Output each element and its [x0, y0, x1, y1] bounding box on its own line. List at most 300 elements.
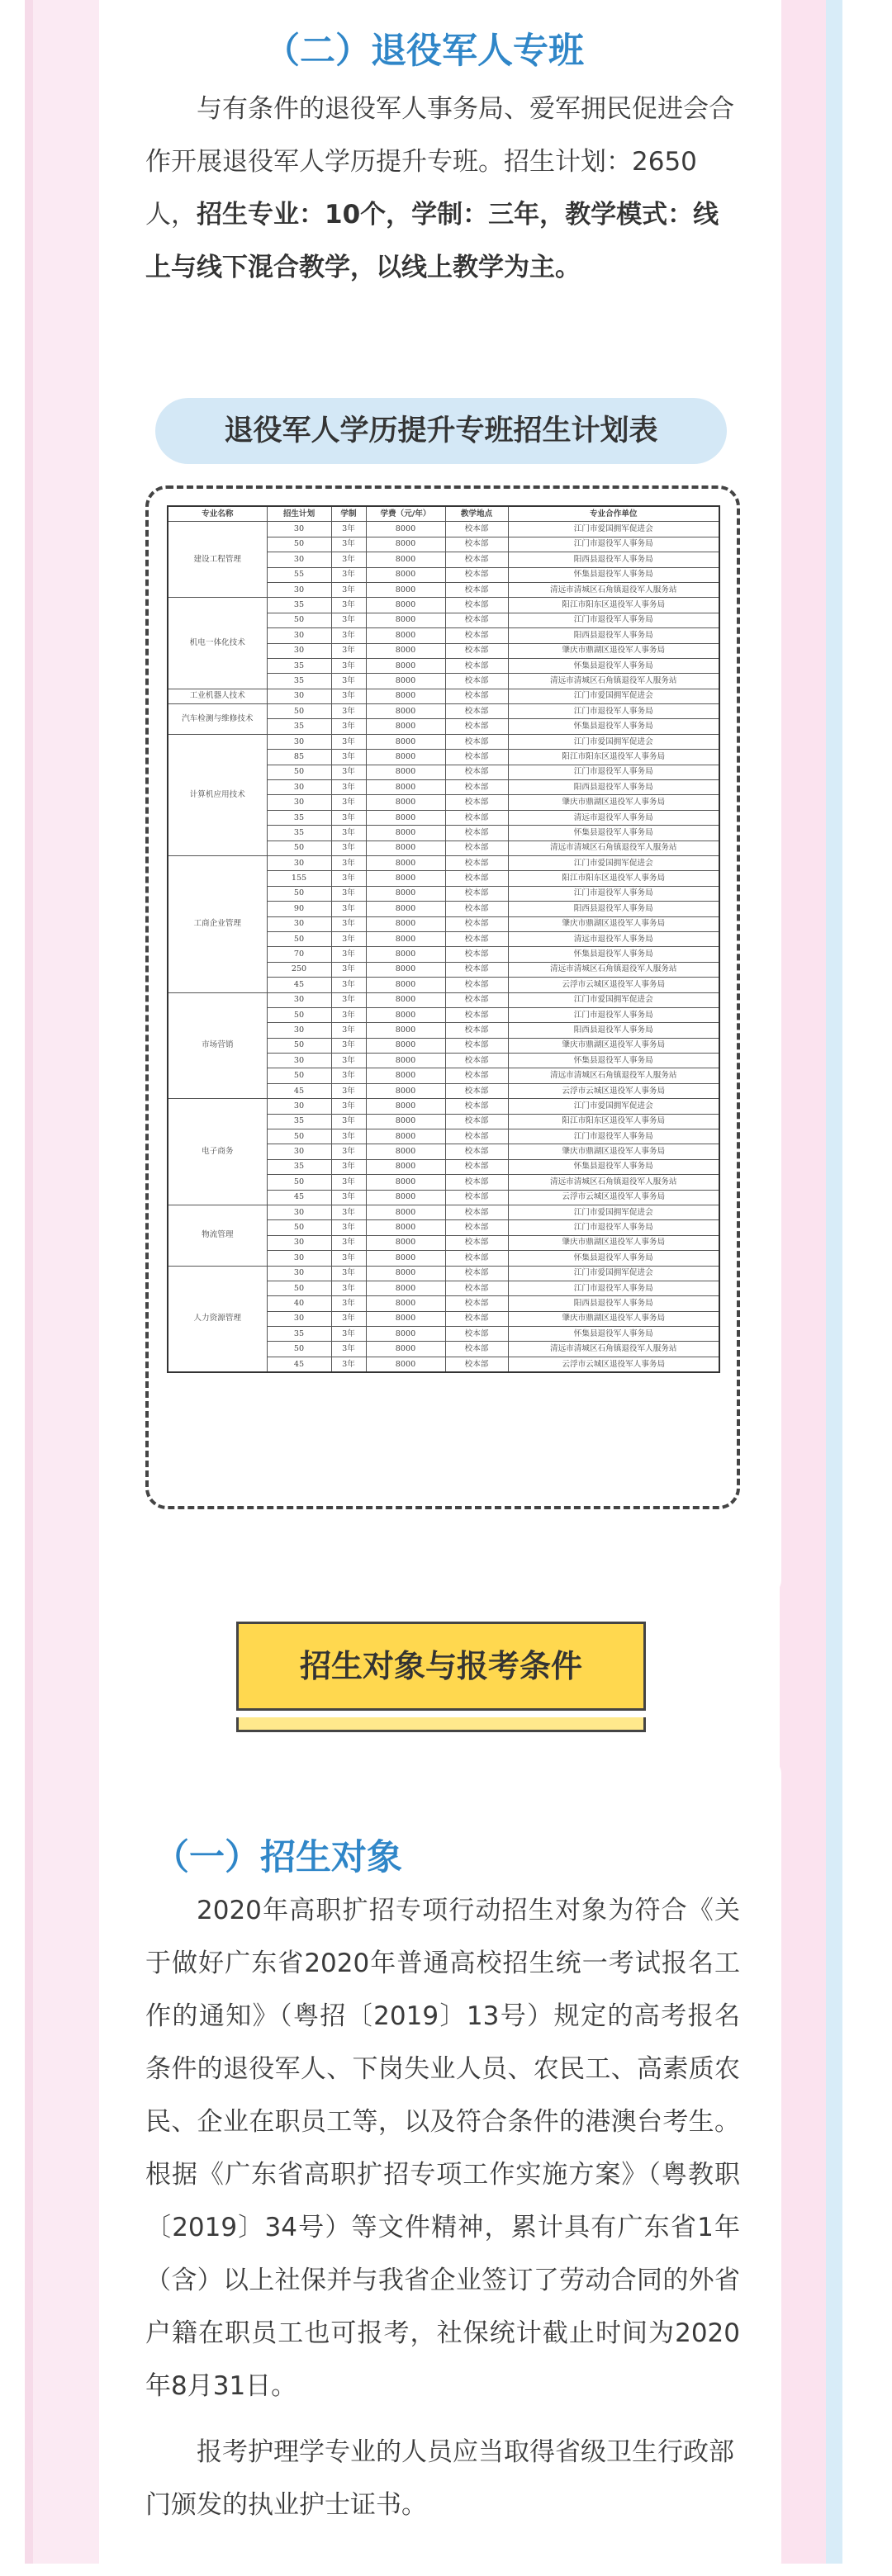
table-cell: 85	[267, 750, 331, 765]
table-cell: 30	[267, 1099, 331, 1114]
table-cell: 3年	[331, 1296, 366, 1311]
table-cell: 8000	[366, 886, 445, 901]
veterans-description	[145, 83, 740, 294]
table-cell: 3年	[331, 704, 366, 719]
table-cell: 30	[267, 643, 331, 658]
table-cell: 8000	[366, 1038, 445, 1053]
table-cell: 3年	[331, 582, 366, 597]
major-name-cell: 市场营销	[168, 992, 267, 1099]
table-header-cell: 学费（元/年）	[366, 506, 445, 522]
table-cell: 3年	[331, 992, 366, 1007]
table-cell: 江门市退役军人事务局	[508, 1220, 719, 1235]
table-cell: 35	[267, 826, 331, 841]
table-cell: 阳江市阳东区退役军人事务局	[508, 1114, 719, 1129]
table-cell: 3年	[331, 1342, 366, 1357]
table-cell: 8000	[366, 916, 445, 931]
table-cell: 3年	[331, 1266, 366, 1281]
table-cell: 8000	[366, 962, 445, 977]
left-decoration-edge	[25, 0, 33, 2564]
table-cell: 肇庆市鼎湖区退役军人事务局	[508, 795, 719, 810]
table-row	[168, 855, 719, 870]
table-cell: 50	[267, 886, 331, 901]
table-cell: 校本部	[445, 704, 508, 719]
table-cell: 阳西县退役军人事务局	[508, 902, 719, 916]
table-cell: 3年	[331, 1205, 366, 1219]
table-cell: 校本部	[445, 628, 508, 643]
table-row	[168, 522, 719, 537]
table-cell: 3年	[331, 1023, 366, 1038]
table-cell: 30	[267, 1144, 331, 1159]
table-cell: 8000	[366, 1175, 445, 1190]
table-cell: 30	[267, 1023, 331, 1038]
table-cell: 校本部	[445, 1342, 508, 1357]
table-cell: 校本部	[445, 1296, 508, 1311]
table-cell: 8000	[366, 1342, 445, 1357]
table-cell: 155	[267, 871, 331, 886]
table-cell: 校本部	[445, 1159, 508, 1174]
table-row	[168, 734, 719, 749]
table-cell: 校本部	[445, 1083, 508, 1098]
banner-shadow	[236, 1717, 646, 1732]
table-cell: 35	[267, 1327, 331, 1342]
table-cell: 阳西县退役军人事务局	[508, 552, 719, 567]
table-cell: 江门市爱国拥军促进会	[508, 689, 719, 703]
table-cell: 江门市爱国拥军促进会	[508, 522, 719, 537]
table-cell: 30	[267, 522, 331, 537]
table-header-cell: 招生计划	[267, 506, 331, 522]
table-cell: 云浮市云城区退役军人事务局	[508, 978, 719, 992]
table-header-row	[168, 506, 719, 522]
table-cell: 3年	[331, 750, 366, 765]
table-cell: 校本部	[445, 537, 508, 552]
table-cell: 校本部	[445, 795, 508, 810]
table-cell: 50	[267, 1007, 331, 1022]
table-cell: 校本部	[445, 1129, 508, 1144]
table-cell: 校本部	[445, 1068, 508, 1083]
table-cell: 江门市爱国拥军促进会	[508, 1099, 719, 1114]
table-cell: 3年	[331, 947, 366, 962]
table-cell: 校本部	[445, 978, 508, 992]
table-cell: 3年	[331, 719, 366, 734]
table-cell: 8000	[366, 628, 445, 643]
table-cell: 8000	[366, 1220, 445, 1235]
table-cell: 8000	[366, 1266, 445, 1281]
table-cell: 3年	[331, 780, 366, 795]
major-name-cell: 物流管理	[168, 1205, 267, 1266]
table-cell: 8000	[366, 1251, 445, 1266]
table-cell: 校本部	[445, 689, 508, 703]
table-header-cell: 教学地点	[445, 506, 508, 522]
table-cell: 50	[267, 704, 331, 719]
table-cell: 50	[267, 1175, 331, 1190]
table-cell: 3年	[331, 916, 366, 931]
table-cell: 3年	[331, 1083, 366, 1098]
table-cell: 校本部	[445, 826, 508, 841]
table-cell: 怀集县退役军人事务局	[508, 947, 719, 962]
table-cell: 云浮市云城区退役军人事务局	[508, 1190, 719, 1205]
table-cell: 50	[267, 1068, 331, 1083]
table-cell: 35	[267, 1159, 331, 1174]
table-cell: 肇庆市鼎湖区退役军人事务局	[508, 1235, 719, 1250]
table-cell: 肇庆市鼎湖区退役军人事务局	[508, 1311, 719, 1326]
table-row	[168, 704, 719, 719]
table-cell: 江门市爱国拥军促进会	[508, 855, 719, 870]
table-cell: 怀集县退役军人事务局	[508, 826, 719, 841]
table-cell: 8000	[366, 552, 445, 567]
table-cell: 清远市退役军人事务局	[508, 810, 719, 825]
table-cell: 校本部	[445, 1099, 508, 1114]
table-cell: 3年	[331, 1054, 366, 1068]
table-cell: 校本部	[445, 962, 508, 977]
table-cell: 3年	[331, 1007, 366, 1022]
table-cell: 怀集县退役军人事务局	[508, 567, 719, 582]
table-cell: 8000	[366, 841, 445, 855]
major-name-cell: 机电一体化技术	[168, 598, 267, 689]
table-cell: 8000	[366, 1190, 445, 1205]
table-cell: 3年	[331, 1038, 366, 1053]
table-cell: 30	[267, 1311, 331, 1326]
table-cell: 8000	[366, 947, 445, 962]
major-name-cell: 工业机器人技术	[168, 689, 267, 703]
table-cell: 30	[267, 1235, 331, 1250]
table-cell: 8000	[366, 567, 445, 582]
table-cell: 校本部	[445, 1251, 508, 1266]
table-cell: 3年	[331, 1357, 366, 1372]
table-cell: 8000	[366, 826, 445, 841]
table-cell: 30	[267, 1251, 331, 1266]
table-cell: 3年	[331, 598, 366, 613]
table-cell: 30	[267, 552, 331, 567]
table-cell: 50	[267, 1220, 331, 1235]
table-cell: 8000	[366, 1114, 445, 1129]
table-cell: 30	[267, 1205, 331, 1219]
table-cell: 45	[267, 978, 331, 992]
table-cell: 8000	[366, 871, 445, 886]
table-cell: 校本部	[445, 1311, 508, 1326]
target-description: 2020年高职扩招专项行动招生对象为符合《关于做好广东省2020年普通高校招生统一考试报名工作的通知》（粤招〔2019〕13号）规定的高考报名条件的退役军人、下岗失业人员、农民工、高素质农民、企业在职员工等，以及符合条件的港澳台考生。根据《广东省高职扩招专项工作实施方案》（粤教职〔2019〕34号）等文件精神，累计具有广东省1年（含）以上社保并与我省企业签订了劳动合同的外省户籍在职员工也可报考，社保统计截止时间为2020年8月31日。	[145, 1896, 740, 2401]
table-cell: 8000	[366, 1007, 445, 1022]
table-cell: 江门市退役军人事务局	[508, 1007, 719, 1022]
table-cell: 8000	[366, 598, 445, 613]
table-cell: 校本部	[445, 1114, 508, 1129]
table-cell: 校本部	[445, 552, 508, 567]
table-row	[168, 689, 719, 703]
table-cell: 30	[267, 1266, 331, 1281]
table-cell: 清远市退役军人事务局	[508, 931, 719, 946]
table-cell: 8000	[366, 1281, 445, 1295]
table-cell: 校本部	[445, 916, 508, 931]
table-cell: 3年	[331, 931, 366, 946]
table-cell: 50	[267, 1129, 331, 1144]
table-cell: 3年	[331, 522, 366, 537]
table-cell: 江门市爱国拥军促进会	[508, 1266, 719, 1281]
table-cell: 8000	[366, 1235, 445, 1250]
major-name-cell: 计算机应用技术	[168, 734, 267, 855]
table-cell: 8000	[366, 780, 445, 795]
table-cell: 阳江市阳东区退役军人事务局	[508, 598, 719, 613]
nursing-requirement: 报考护理学专业的人员应当取得省级卫生行政部门颁发的执业护士证书。	[145, 2437, 734, 2520]
table-cell: 校本部	[445, 567, 508, 582]
right-margin	[842, 0, 892, 2564]
table-cell: 江门市退役军人事务局	[508, 613, 719, 627]
table-cell: 3年	[331, 567, 366, 582]
table-cell: 3年	[331, 826, 366, 841]
table-cell: 3年	[331, 1251, 366, 1266]
table-cell: 校本部	[445, 1205, 508, 1219]
table-cell: 怀集县退役军人事务局	[508, 719, 719, 734]
veterans-description-segment: 与有条件的退役军人事务局、爱军拥民促进会合作开展退役军人学历提升专班。招生计划：2650人，	[145, 94, 734, 230]
table-cell: 8000	[366, 765, 445, 779]
table-cell: 3年	[331, 1114, 366, 1129]
table-cell: 3年	[331, 537, 366, 552]
table-cell: 8000	[366, 931, 445, 946]
enrollment-banner: 招生对象与报考条件	[236, 1622, 646, 1711]
table-cell: 3年	[331, 1327, 366, 1342]
table-cell: 55	[267, 567, 331, 582]
table-cell: 30	[267, 689, 331, 703]
table-cell: 3年	[331, 902, 366, 916]
table-cell: 校本部	[445, 992, 508, 1007]
table-cell: 校本部	[445, 1235, 508, 1250]
table-cell: 校本部	[445, 871, 508, 886]
table-cell: 3年	[331, 734, 366, 749]
table-cell: 8000	[366, 795, 445, 810]
table-cell: 30	[267, 916, 331, 931]
table-cell: 8000	[366, 704, 445, 719]
table-cell: 8000	[366, 855, 445, 870]
table-cell: 江门市退役军人事务局	[508, 537, 719, 552]
table-cell: 30	[267, 582, 331, 597]
table-cell: 校本部	[445, 719, 508, 734]
table-row	[168, 1099, 719, 1114]
table-cell: 30	[267, 855, 331, 870]
table-cell: 校本部	[445, 902, 508, 916]
table-cell: 50	[267, 765, 331, 779]
table-cell: 3年	[331, 810, 366, 825]
section-title-veterans: （二）退役军人专班	[264, 31, 584, 72]
table-cell: 8000	[366, 1205, 445, 1219]
table-cell: 怀集县退役军人事务局	[508, 658, 719, 673]
table-cell: 8000	[366, 1311, 445, 1326]
table-cell: 江门市爱国拥军促进会	[508, 992, 719, 1007]
table-cell: 8000	[366, 1144, 445, 1159]
table-cell: 3年	[331, 658, 366, 673]
table-cell: 8000	[366, 902, 445, 916]
table-cell: 35	[267, 674, 331, 689]
table-cell: 3年	[331, 613, 366, 627]
table-cell: 35	[267, 719, 331, 734]
table-cell: 清远市清城区石角镇退役军人服务站	[508, 841, 719, 855]
table-cell: 校本部	[445, 1266, 508, 1281]
table-cell: 校本部	[445, 674, 508, 689]
table-cell: 3年	[331, 886, 366, 901]
table-cell: 3年	[331, 674, 366, 689]
table-cell: 35	[267, 1114, 331, 1129]
table-cell: 校本部	[445, 1327, 508, 1342]
table-cell: 校本部	[445, 947, 508, 962]
major-name-cell: 电子商务	[168, 1099, 267, 1205]
table-header-cell: 学制	[331, 506, 366, 522]
table-row	[168, 992, 719, 1007]
table-cell: 3年	[331, 795, 366, 810]
major-name-cell: 建设工程管理	[168, 522, 267, 598]
table-cell: 45	[267, 1083, 331, 1098]
table-cell: 3年	[331, 689, 366, 703]
table-cell: 8000	[366, 1357, 445, 1372]
table-cell: 8000	[366, 1068, 445, 1083]
table-cell: 校本部	[445, 1357, 508, 1372]
table-title-pill: 退役军人学历提升专班招生计划表	[155, 398, 727, 464]
table-cell: 30	[267, 795, 331, 810]
table-cell: 3年	[331, 978, 366, 992]
table-cell: 江门市退役军人事务局	[508, 1281, 719, 1295]
table-cell: 45	[267, 1190, 331, 1205]
table-cell: 江门市爱国拥军促进会	[508, 1205, 719, 1219]
table-cell: 校本部	[445, 734, 508, 749]
table-row	[168, 1205, 719, 1219]
table-cell: 江门市退役军人事务局	[508, 765, 719, 779]
table-header-cell: 专业名称	[168, 506, 267, 522]
table-cell: 3年	[331, 871, 366, 886]
table-cell: 校本部	[445, 1220, 508, 1235]
table-cell: 8000	[366, 1099, 445, 1114]
table-cell: 校本部	[445, 855, 508, 870]
table-cell: 3年	[331, 1175, 366, 1190]
right-decoration-blue-stripe	[826, 0, 842, 2564]
table-cell: 江门市退役军人事务局	[508, 704, 719, 719]
table-cell: 3年	[331, 1099, 366, 1114]
table-cell: 30	[267, 628, 331, 643]
table-cell: 8000	[366, 658, 445, 673]
table-cell: 肇庆市鼎湖区退役军人事务局	[508, 916, 719, 931]
table-cell: 3年	[331, 1235, 366, 1250]
table-cell: 8000	[366, 719, 445, 734]
table-cell: 50	[267, 1038, 331, 1053]
table-cell: 肇庆市鼎湖区退役军人事务局	[508, 643, 719, 658]
table-cell: 8000	[366, 522, 445, 537]
table-cell: 30	[267, 734, 331, 749]
table-cell: 35	[267, 658, 331, 673]
table-cell: 校本部	[445, 1144, 508, 1159]
table-cell: 清远市清城区石角镇退役军人服务站	[508, 1342, 719, 1357]
table-cell: 阳江市阳东区退役军人事务局	[508, 750, 719, 765]
major-name-cell: 人力资源管理	[168, 1266, 267, 1372]
table-cell: 阳西县退役军人事务局	[508, 780, 719, 795]
table-cell: 70	[267, 947, 331, 962]
table-cell: 校本部	[445, 582, 508, 597]
table-cell: 8000	[366, 643, 445, 658]
table-cell: 40	[267, 1296, 331, 1311]
table-cell: 3年	[331, 1068, 366, 1083]
table-cell: 清远市清城区石角镇退役军人服务站	[508, 962, 719, 977]
table-cell: 30	[267, 992, 331, 1007]
left-decoration-stripe	[0, 0, 99, 2564]
table-row	[168, 1266, 719, 1281]
table-cell: 阳西县退役军人事务局	[508, 1023, 719, 1038]
table-cell: 50	[267, 613, 331, 627]
table-cell: 校本部	[445, 598, 508, 613]
table-cell: 3年	[331, 1159, 366, 1174]
table-cell: 校本部	[445, 750, 508, 765]
table-cell: 8000	[366, 750, 445, 765]
table-cell: 3年	[331, 1129, 366, 1144]
section-title-target: （一）招生对象	[154, 1837, 402, 1878]
table-cell: 校本部	[445, 886, 508, 901]
table-cell: 怀集县退役军人事务局	[508, 1251, 719, 1266]
table-cell: 校本部	[445, 643, 508, 658]
table-cell: 清远市清城区石角镇退役军人服务站	[508, 674, 719, 689]
table-cell: 50	[267, 931, 331, 946]
table-cell: 8000	[366, 537, 445, 552]
table-cell: 校本部	[445, 810, 508, 825]
table-cell: 校本部	[445, 780, 508, 795]
table-cell: 50	[267, 841, 331, 855]
table-row	[168, 598, 719, 613]
table-cell: 校本部	[445, 1007, 508, 1022]
table-cell: 8000	[366, 1327, 445, 1342]
table-cell: 3年	[331, 628, 366, 643]
table-cell: 3年	[331, 1144, 366, 1159]
table-cell: 江门市退役军人事务局	[508, 1129, 719, 1144]
table-cell: 8000	[366, 674, 445, 689]
table-cell: 3年	[331, 1190, 366, 1205]
table-cell: 3年	[331, 1281, 366, 1295]
major-name-cell: 工商企业管理	[168, 855, 267, 992]
table-cell: 8000	[366, 689, 445, 703]
table-cell: 8000	[366, 582, 445, 597]
table-cell: 30	[267, 780, 331, 795]
table-cell: 怀集县退役军人事务局	[508, 1054, 719, 1068]
table-cell: 90	[267, 902, 331, 916]
table-cell: 校本部	[445, 765, 508, 779]
table-cell: 校本部	[445, 613, 508, 627]
table-cell: 3年	[331, 552, 366, 567]
table-cell: 云浮市云城区退役军人事务局	[508, 1083, 719, 1098]
table-cell: 校本部	[445, 1281, 508, 1295]
table-cell: 8000	[366, 1129, 445, 1144]
table-cell: 校本部	[445, 1038, 508, 1053]
table-cell: 8000	[366, 734, 445, 749]
table-cell: 江门市退役军人事务局	[508, 886, 719, 901]
table-cell: 校本部	[445, 1054, 508, 1068]
table-cell: 8000	[366, 1296, 445, 1311]
table-cell: 8000	[366, 1054, 445, 1068]
table-cell: 3年	[331, 841, 366, 855]
table-cell: 8000	[366, 613, 445, 627]
table-cell: 35	[267, 598, 331, 613]
table-cell: 校本部	[445, 658, 508, 673]
right-decoration-stripe	[780, 0, 826, 2564]
table-cell: 3年	[331, 962, 366, 977]
table-cell: 45	[267, 1357, 331, 1372]
table-cell: 校本部	[445, 931, 508, 946]
table-cell: 35	[267, 810, 331, 825]
table-cell: 3年	[331, 1311, 366, 1326]
table-cell: 肇庆市鼎湖区退役军人事务局	[508, 1038, 719, 1053]
table-cell: 阳西县退役军人事务局	[508, 628, 719, 643]
table-cell: 清远市清城区石角镇退役军人服务站	[508, 1068, 719, 1083]
table-cell: 云浮市云城区退役军人事务局	[508, 1357, 719, 1372]
table-cell: 校本部	[445, 1023, 508, 1038]
table-cell: 校本部	[445, 1190, 508, 1205]
major-name-cell: 汽车检测与维修技术	[168, 704, 267, 735]
table-cell: 阳江市阳东区退役军人事务局	[508, 871, 719, 886]
enrollment-plan-table	[167, 505, 720, 1373]
table-cell: 50	[267, 1281, 331, 1295]
table-cell: 3年	[331, 765, 366, 779]
table-cell: 8000	[366, 1159, 445, 1174]
table-cell: 清远市清城区石角镇退役军人服务站	[508, 1175, 719, 1190]
